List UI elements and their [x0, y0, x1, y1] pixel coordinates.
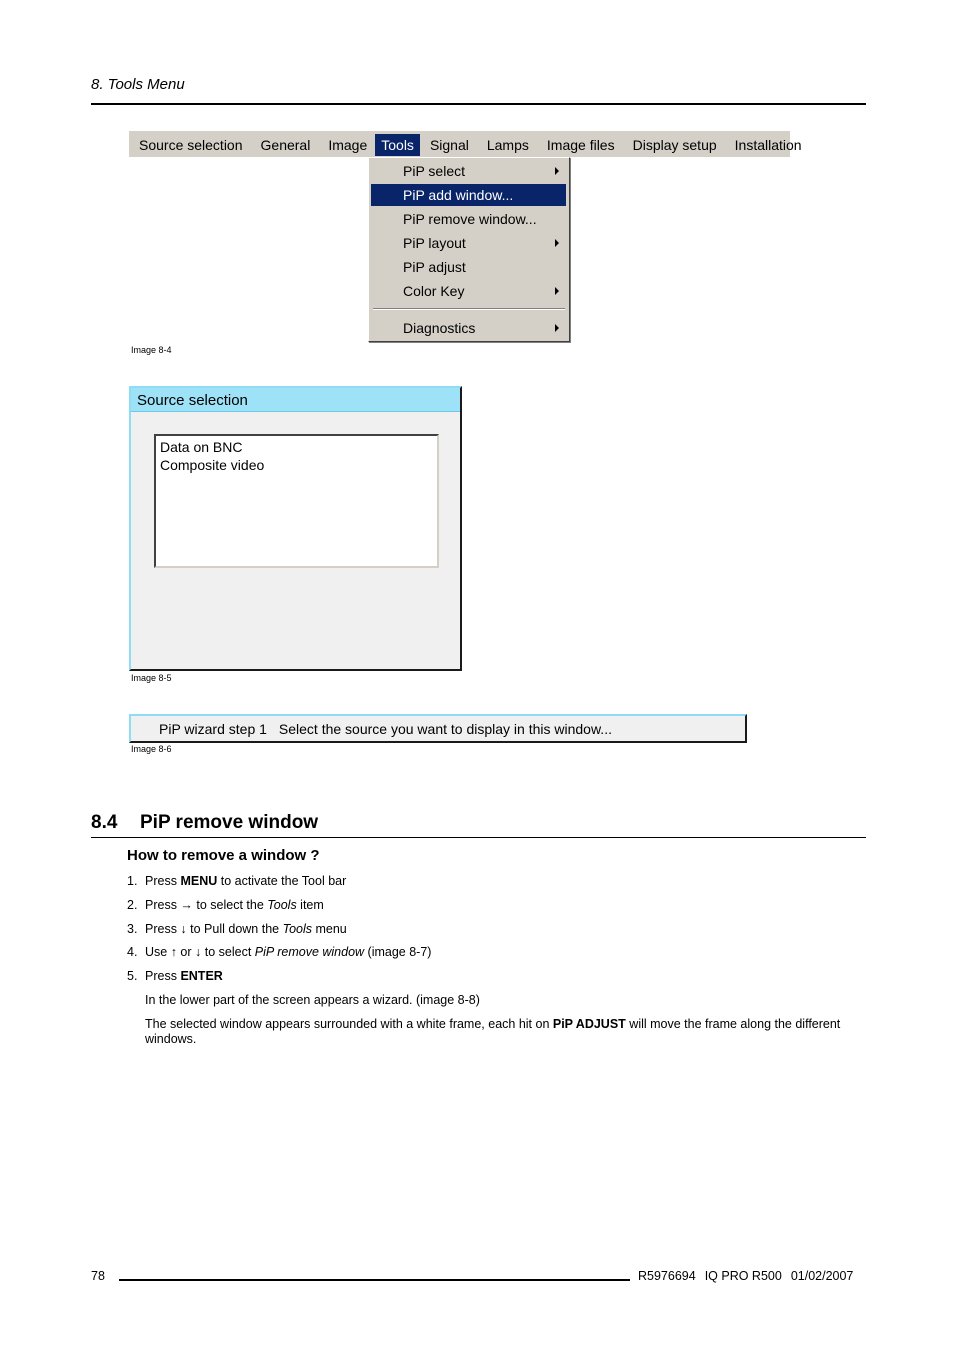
- submenu-arrow-icon: [555, 239, 559, 247]
- menu-source-selection[interactable]: Source selection: [139, 137, 243, 153]
- page-number: 78: [91, 1269, 105, 1283]
- step-5: 5. Press ENTER: [127, 969, 223, 983]
- image-caption: Image 8-4: [131, 345, 172, 355]
- dropdown-separator: [373, 308, 565, 310]
- paragraph: In the lower part of the screen appears a wizard. (image 8-8): [145, 993, 480, 1007]
- step-1: 1. Press MENU to activate the Tool bar: [127, 874, 347, 888]
- dropdown-item-label: PiP layout: [403, 235, 466, 251]
- menu-lamps[interactable]: Lamps: [486, 137, 529, 153]
- dropdown-item-label: PiP add window...: [403, 187, 514, 203]
- menu-bar: [129, 131, 802, 157]
- footer-rule: [119, 1279, 630, 1281]
- subheading: How to remove a window ?: [127, 847, 320, 864]
- dropdown-item-label: PiP remove window...: [403, 211, 537, 227]
- menu-display-setup[interactable]: Display setup: [632, 137, 717, 153]
- step-2: 2. Press → to select the Tools item: [127, 898, 324, 912]
- wizard-step: PiP wizard step 1: [159, 721, 267, 737]
- step-4: 4. Use ↑ or ↓ to select PiP remove window (image 8-7): [127, 945, 432, 959]
- window-title: Source selection: [131, 388, 460, 412]
- dropdown-item-label: PiP select: [403, 163, 465, 179]
- header-rule: [91, 103, 866, 105]
- list-item[interactable]: Composite video: [160, 457, 265, 473]
- dropdown-item-pip-adjust[interactable]: [371, 256, 566, 278]
- menu-general[interactable]: General: [260, 137, 311, 153]
- menu-tools[interactable]: Tools: [375, 134, 420, 156]
- tools-dropdown: [368, 157, 570, 342]
- dropdown-item-diagnostics[interactable]: [371, 317, 566, 339]
- dropdown-item-pip-add-window[interactable]: [371, 184, 566, 206]
- wizard-message: Select the source you want to display in this window...: [278, 721, 612, 737]
- menu-image[interactable]: Image: [328, 137, 368, 153]
- submenu-arrow-icon: [555, 167, 559, 175]
- image-caption: Image 8-5: [131, 673, 172, 683]
- menu-image-files[interactable]: Image files: [546, 137, 615, 153]
- dropdown-item-color-key[interactable]: [371, 280, 566, 302]
- submenu-arrow-icon: [555, 287, 559, 295]
- dropdown-item-pip-remove-window[interactable]: [371, 208, 566, 230]
- dropdown-item-label: PiP adjust: [403, 259, 466, 275]
- section-heading: [91, 812, 318, 834]
- source-list[interactable]: [154, 434, 439, 568]
- section-title: PiP remove window: [140, 812, 319, 833]
- dropdown-item-label: Color Key: [403, 283, 465, 299]
- menu-installation[interactable]: Installation: [734, 137, 802, 153]
- source-selection-window: [129, 386, 462, 671]
- menu-signal[interactable]: Signal: [429, 137, 469, 153]
- dropdown-item-pip-layout[interactable]: [371, 232, 566, 254]
- footer-doc-info: R5976694 IQ PRO R500 01/02/2007: [638, 1269, 854, 1283]
- dropdown-item-pip-select[interactable]: [371, 160, 566, 182]
- image-caption: Image 8-6: [131, 744, 172, 754]
- pip-wizard-bar: [129, 714, 747, 743]
- step-3: 3. Press ↓ to Pull down the Tools menu: [127, 922, 347, 936]
- paragraph: The selected window appears surrounded with a white frame, each hit on PiP ADJUST will move the frame along the different windows.: [145, 1017, 841, 1046]
- running-header: 8. Tools Menu: [91, 76, 185, 93]
- list-item[interactable]: Data on BNC: [160, 439, 243, 455]
- section-rule: [91, 837, 866, 838]
- dropdown-item-label: Diagnostics: [403, 320, 476, 336]
- section-number: 8.4: [91, 812, 118, 833]
- submenu-arrow-icon: [555, 324, 559, 332]
